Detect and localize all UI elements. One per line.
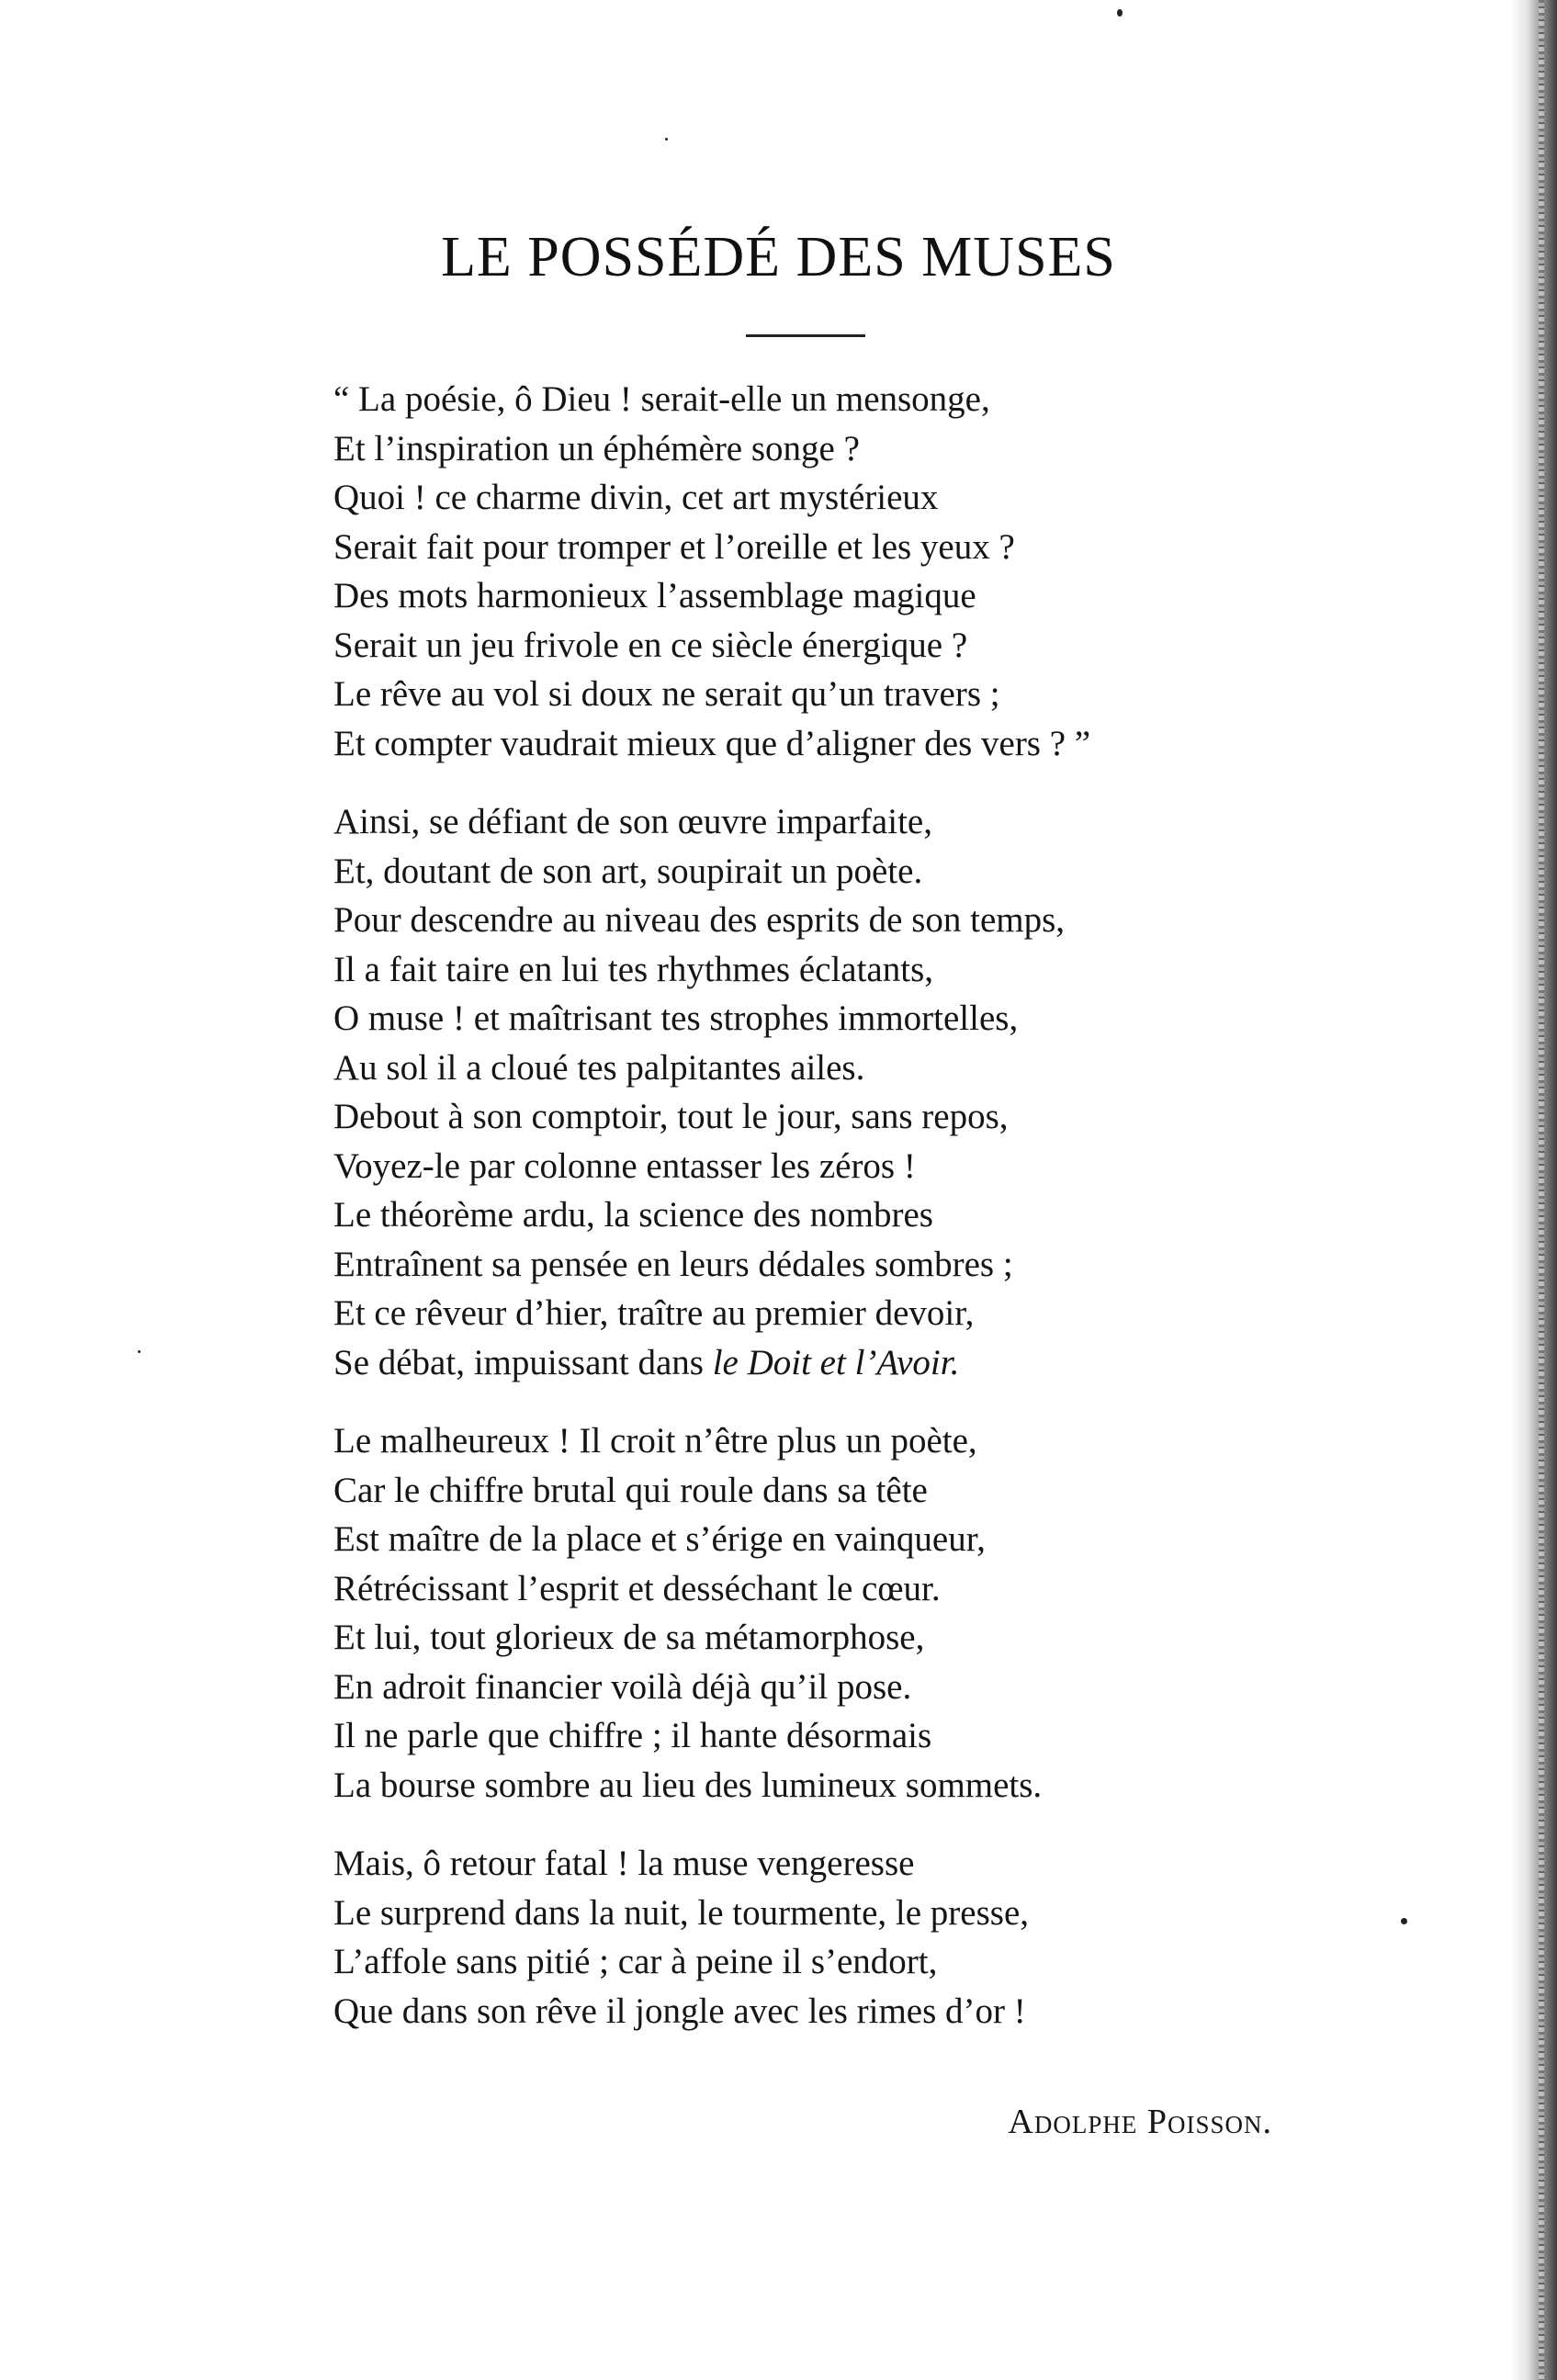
- poem-line: Au sol il a cloué tes palpitantes ailes.: [333, 1047, 865, 1088]
- poem-line: Et lui, tout glorieux de sa métamorphose,: [333, 1618, 925, 1657]
- poem-line: [333, 1338, 1307, 1388]
- author-signature: Adolphe Poisson.: [1008, 2103, 1272, 2141]
- stanza-3: [333, 1416, 1307, 1810]
- poem-line: Serait un jeu frivole en ce siècle énergique ?: [333, 625, 968, 665]
- poem-line: Et, doutant de son art, soupirait un poète.: [333, 851, 923, 891]
- poem-line: La bourse sombre au lieu des lumineux sommets.: [333, 1765, 1043, 1805]
- poem-line: Mais, ô retour fatal ! la muse vengeresse: [333, 1844, 915, 1883]
- ink-speck: [665, 138, 668, 141]
- stanza-4: [333, 1839, 1307, 2036]
- poem-line: Et ce rêveur d’hier, traître au premier devoir,: [333, 1293, 975, 1333]
- poem-line: Ainsi, se défiant de son œuvre imparfaite,: [333, 802, 932, 841]
- poem-line: Debout à son comptoir, tout le jour, sans repos,: [333, 1097, 1009, 1136]
- line-text: Se débat, impuissant dans: [333, 1342, 713, 1382]
- poem-line: Il ne parle que chiffre ; il hante désormais: [333, 1716, 932, 1755]
- ink-speck: [1401, 1918, 1407, 1924]
- poem-line: “ La poésie, ô Dieu ! serait-elle un mensonge,: [333, 379, 990, 419]
- poem-line: Serait fait pour tromper et l’oreille et les yeux ?: [333, 526, 1015, 567]
- poem-line: O muse ! et maîtrisant tes strophes immortelles,: [333, 998, 1019, 1038]
- page-edge-shadow: [1511, 0, 1557, 2380]
- poem-line: Le théorème ardu, la science des nombres: [333, 1195, 933, 1235]
- poem-line: Il a fait taire en lui tes rhythmes éclatants,: [333, 949, 934, 989]
- poem-line: Est maître de la place et s’érige en vainqueur,: [333, 1519, 986, 1559]
- poem: [333, 375, 1307, 2065]
- stanza-1: [333, 375, 1307, 768]
- poem-line: Rétrécissant l’esprit et desséchant le cœur.: [333, 1568, 941, 1608]
- italic-phrase: le Doit et l’Avoir.: [712, 1342, 960, 1382]
- poem-line: Le malheureux ! Il croit n’être plus un poète,: [333, 1421, 977, 1461]
- poem-line: Car le chiffre brutal qui roule dans sa tête: [333, 1470, 928, 1510]
- poem-line: Le rêve au vol si doux ne serait qu’un travers ;: [333, 674, 1000, 714]
- poem-line: Pour descendre au niveau des esprits de son temps,: [333, 900, 1066, 940]
- poem-line: En adroit financier voilà déjà qu’il pose.: [333, 1666, 912, 1707]
- poem-line: L’affole sans pitié ; car à peine il s’endort,: [333, 1942, 938, 1981]
- poem-line: Le surprend dans la nuit, le tourmente, le presse,: [333, 1892, 1030, 1933]
- poem-line: Voyez-le par colonne entasser les zéros !: [333, 1145, 916, 1186]
- poem-line: Entraînent sa pensée en leurs dédales sombres ;: [333, 1244, 1013, 1284]
- poem-line: Et l’inspiration un éphémère songe ?: [333, 428, 860, 468]
- title-rule: [746, 334, 865, 337]
- ink-speck: [138, 1350, 141, 1353]
- poem-line: Que dans son rêve il jongle avec les rimes d’or !: [333, 1991, 1026, 2031]
- poem-line: Quoi ! ce charme divin, cet art mystérieux: [333, 478, 939, 517]
- stanza-2: [333, 797, 1307, 1387]
- ink-speck: [1117, 9, 1123, 17]
- page-edge-texture: [1539, 0, 1544, 2380]
- page-title: LE POSSÉDÉ DES MUSES: [441, 226, 1116, 288]
- poem-line: Et compter vaudrait mieux que d’aligner des vers ? ”: [333, 723, 1091, 763]
- poem-line: Des mots harmonieux l’assemblage magique: [333, 576, 976, 615]
